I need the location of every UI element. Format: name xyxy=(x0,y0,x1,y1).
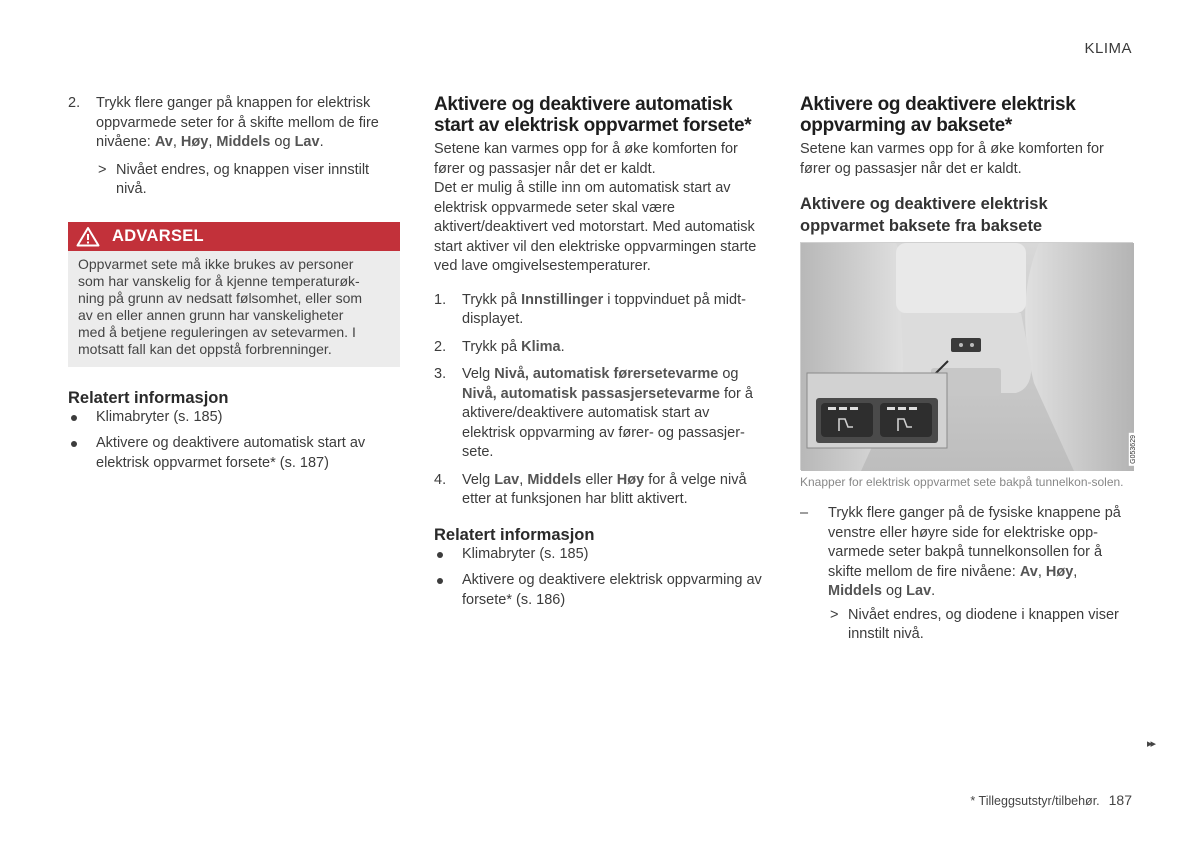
menu-label: Klima xyxy=(521,338,561,355)
level-lav: Lav xyxy=(906,583,932,599)
separator: , xyxy=(1073,563,1078,580)
menu-label: Nivå, automatisk førersetevarme xyxy=(494,366,719,382)
column-1 xyxy=(68,94,400,480)
bullet-dot xyxy=(71,441,77,447)
result-text: Nivået endres, og diodene i knappen viser innstilt nivå. xyxy=(848,606,1119,642)
related-heading: Relatert informasjon xyxy=(68,388,229,407)
tunnel-console-illustration xyxy=(801,243,1134,471)
period: . xyxy=(931,583,936,599)
step-number: 2. xyxy=(68,95,81,111)
menu-label: Innstillinger xyxy=(521,291,604,308)
result-glyph: > xyxy=(98,161,107,178)
separator: , xyxy=(172,134,181,150)
figure-code: G053629 xyxy=(1130,435,1137,464)
step-text: i toppvinduet på midt-displayet. xyxy=(462,291,746,327)
level-lav: Lav xyxy=(294,134,320,150)
warning-triangle-icon xyxy=(76,226,100,247)
step-text: og xyxy=(718,366,739,382)
step-number: 4. xyxy=(434,471,447,488)
dash-glyph: – xyxy=(800,505,809,521)
related-link-text: Aktivere og deaktivere automatisk start av elektrisk oppvarmet forsete* (s. 187) xyxy=(96,435,366,471)
bullet-dot xyxy=(71,415,77,421)
instruction-text: Trykk flere ganger på de fysiske knappene på venstre eller høyre side for elektriske opp-varmede seter bakpå tunnelkonsollen for å skifte mellom de fire nivåene: xyxy=(828,505,1121,580)
warning-line: Oppvarmet sete må ikke brukes av personer xyxy=(78,255,354,272)
step-result xyxy=(68,161,400,200)
menu-label: Nivå, automatisk passasjersetevarme xyxy=(462,385,720,402)
step-number: 2. xyxy=(434,338,447,355)
level-hoy: Høy xyxy=(180,134,209,150)
warning-body xyxy=(68,251,400,367)
intro-text: Setene kan varmes opp for å øke komforten for fører og passasjer når det er kaldt. xyxy=(800,141,1104,177)
section-heading: Aktivere og deaktivere automatisk start av elektrisk oppvarmet forsete* xyxy=(434,94,752,136)
running-header: KLIMA xyxy=(1084,40,1132,57)
warning-line: motsatt fall kan det oppstå forbrenninger. xyxy=(78,340,332,357)
column-3 xyxy=(800,94,1137,645)
related-link[interactable] xyxy=(68,408,400,428)
continue-arrows-icon: ▸▸ xyxy=(1147,738,1155,750)
warning-line: som har vanskelig for å kjenne temperaturøk- xyxy=(78,272,360,289)
warning-box xyxy=(68,222,400,367)
intro-text: Setene kan varmes opp for å øke komforten for fører og passasjer når det er kaldt. xyxy=(434,141,738,177)
step-text: for å aktivere/deaktivere automatisk start av elektrisk oppvarming av fører- og passasjer-sete. xyxy=(462,385,753,460)
separator: , xyxy=(519,471,528,488)
step-2 xyxy=(68,94,400,153)
level-lav: Lav xyxy=(494,471,520,488)
sub-heading: Aktivere og deaktivere elektrisk oppvarmet baksete fra baksete xyxy=(800,195,1048,235)
separator: , xyxy=(208,134,217,150)
step-text: Velg xyxy=(462,366,495,382)
level-av: Av xyxy=(1019,563,1038,580)
step-number: 1. xyxy=(434,291,447,308)
warning-title: ADVARSEL xyxy=(112,226,204,245)
section-heading: Aktivere og deaktivere elektrisk oppvarming av baksete* xyxy=(800,94,1076,136)
related-heading: Relatert informasjon xyxy=(434,525,595,544)
separator: og xyxy=(270,134,295,150)
page-number: 187 xyxy=(1108,792,1132,808)
level-hoy: Høy xyxy=(1045,563,1074,580)
step-text: Trykk på xyxy=(462,291,522,308)
step-text: Trykk flere ganger på knappen for elektrisk oppvarmede seter for å skifte mellom de fire nivåene: xyxy=(96,95,379,150)
body-text: Det er mulig å stille inn om automatisk start av elektrisk oppvarmede seter skal være aktivert/deaktivert ved motorstart. Med automatisk start aktiver vil den elektriske oppvarmingen starte ved lave omgivelsestemperaturer. xyxy=(434,180,757,274)
related-link[interactable] xyxy=(434,571,766,610)
related-list xyxy=(68,408,400,474)
footnote-text: * Tilleggsutstyr/tilbehør. xyxy=(970,794,1100,808)
related-link-text: Klimabryter (s. 185) xyxy=(462,545,589,562)
level-hoy: Høy xyxy=(616,471,645,488)
result-text: Nivået endres, og knappen viser innstilt nivå. xyxy=(116,161,370,197)
instruction-result xyxy=(800,606,1134,645)
step-text: for å velge nivå etter at funksjonen har blitt aktivert. xyxy=(462,471,747,507)
related-link-text: Aktivere og deaktivere elektrisk oppvarming av forsete* (s. 186) xyxy=(462,572,762,608)
related-link-text: Klimabryter (s. 185) xyxy=(96,408,223,425)
separator: eller xyxy=(581,471,617,488)
related-link[interactable] xyxy=(434,545,766,565)
step-4 xyxy=(434,471,766,510)
warning-line: med å betjene reguleringen av setevarmen. I xyxy=(78,323,356,340)
separator: og xyxy=(881,583,907,599)
step-number: 3. xyxy=(434,366,447,382)
related-list xyxy=(434,545,766,611)
step-2 xyxy=(434,338,766,358)
bullet-dot xyxy=(437,552,443,558)
instruction xyxy=(800,504,1134,602)
level-middels: Middels xyxy=(828,583,882,599)
warning-line: ning på grunn av nedsatt følsomhet, eller som xyxy=(78,289,363,306)
step-text: . xyxy=(560,338,565,355)
step-text: Velg xyxy=(462,471,495,488)
step-3 xyxy=(434,365,766,463)
level-middels: Middels xyxy=(216,134,271,150)
result-glyph: > xyxy=(830,606,839,623)
figure-caption: Knapper for elektrisk oppvarmet sete bakpå tunnelkon-solen. xyxy=(800,475,1124,489)
rear-seat-heating-figure xyxy=(800,242,1137,470)
warning-header xyxy=(68,222,400,251)
warning-line: av en eller annen grunn har vanskeligheter xyxy=(78,306,344,323)
period: . xyxy=(319,134,324,150)
level-middels: Middels xyxy=(527,471,582,488)
related-link[interactable] xyxy=(68,434,400,473)
page-footer xyxy=(970,792,1132,808)
column-2 xyxy=(434,94,766,617)
step-1 xyxy=(434,291,766,330)
step-text: Trykk på xyxy=(462,338,522,355)
separator: , xyxy=(1037,563,1046,580)
bullet-dot xyxy=(437,578,443,584)
level-av: Av xyxy=(154,134,173,150)
